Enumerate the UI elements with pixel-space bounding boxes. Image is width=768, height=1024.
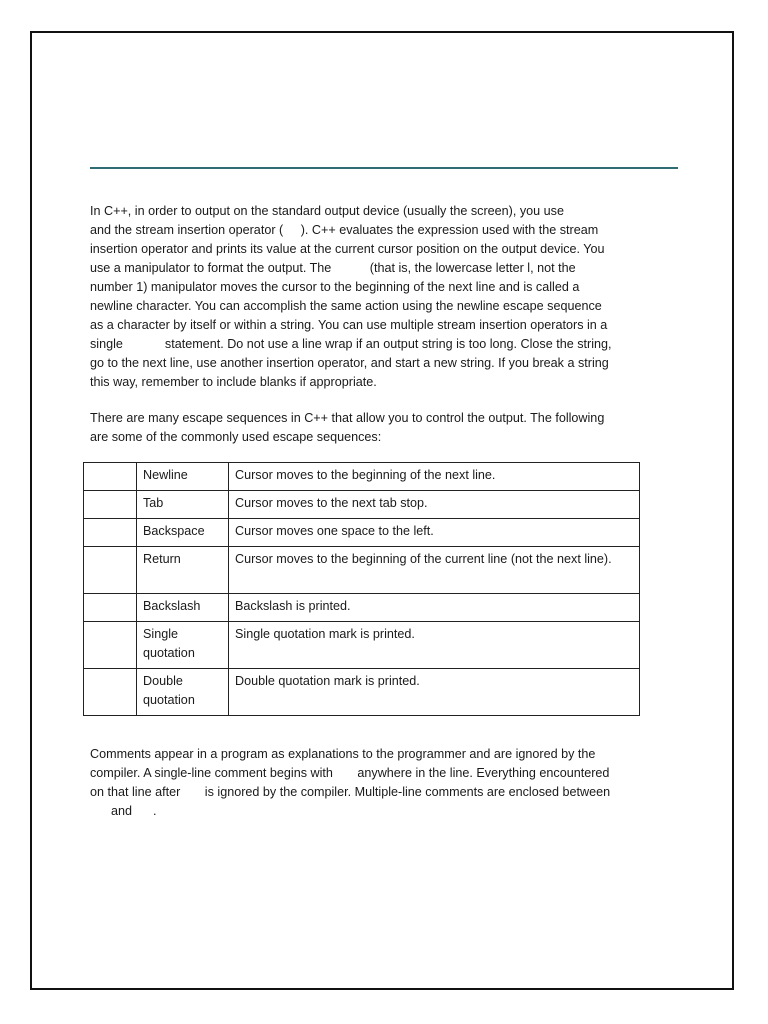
sequence-cell <box>84 622 137 669</box>
table-row <box>84 594 640 622</box>
paragraph-line: and the stream insertion operator ( ). C++ evaluates the expression used with the stream <box>90 223 599 237</box>
header-rule <box>90 167 678 169</box>
paragraph-line: this way, remember to include blanks if appropriate. <box>90 375 377 389</box>
paragraph-line: are some of the commonly used escape sequences: <box>90 430 382 444</box>
description-cell: Cursor moves to the beginning of the current line (not the next line). <box>229 547 640 594</box>
paragraph-line: number 1) manipulator moves the cursor to the beginning of the next line and is called a <box>90 280 580 294</box>
sequence-cell <box>84 463 137 491</box>
sequence-cell <box>84 594 137 622</box>
description-cell: Cursor moves to the next tab stop. <box>229 491 640 519</box>
output-paragraph <box>90 202 680 392</box>
name-cell: Return <box>137 547 229 594</box>
paragraph-line: and . <box>90 804 157 818</box>
paragraph-line: insertion operator and prints its value at the current cursor position on the output device. You <box>90 242 605 256</box>
paragraph-line: as a character by itself or within a string. You can use multiple stream insertion operators in a <box>90 318 608 332</box>
escape-sequence-table <box>83 462 640 716</box>
name-cell: Tab <box>137 491 229 519</box>
table-row <box>84 519 640 547</box>
description-cell: Backslash is printed. <box>229 594 640 622</box>
table-row <box>84 463 640 491</box>
table-row <box>84 547 640 594</box>
paragraph-line: go to the next line, use another insertion operator, and start a new string. If you break a string <box>90 356 609 370</box>
description-cell: Cursor moves to the beginning of the next line. <box>229 463 640 491</box>
name-cell: Backslash <box>137 594 229 622</box>
name-cell: Backspace <box>137 519 229 547</box>
table-row <box>84 669 640 716</box>
description-cell: Double quotation mark is printed. <box>229 669 640 716</box>
paragraph-line: In C++, in order to output on the standard output device (usually the screen), you use <box>90 204 564 218</box>
table-row <box>84 622 640 669</box>
paragraph-line: use a manipulator to format the output. The (that is, the lowercase letter l, not the <box>90 261 576 275</box>
description-cell: Cursor moves one space to the left. <box>229 519 640 547</box>
name-cell: Single quotation <box>137 622 229 669</box>
description-cell: Single quotation mark is printed. <box>229 622 640 669</box>
paragraph-line: single statement. Do not use a line wrap if an output string is too long. Close the string, <box>90 337 612 351</box>
escape-intro-paragraph <box>90 409 680 447</box>
sequence-cell <box>84 491 137 519</box>
name-cell: Double quotation <box>137 669 229 716</box>
sequence-cell <box>84 669 137 716</box>
sequence-cell <box>84 547 137 594</box>
paragraph-line: compiler. A single-line comment begins with anywhere in the line. Everything encountered <box>90 766 610 780</box>
table-row <box>84 491 640 519</box>
comments-paragraph <box>90 745 680 821</box>
paragraph-line: on that line after is ignored by the compiler. Multiple-line comments are enclosed between <box>90 785 611 799</box>
paragraph-line: There are many escape sequences in C++ that allow you to control the output. The following <box>90 411 605 425</box>
paragraph-line: Comments appear in a program as explanations to the programmer and are ignored by the <box>90 747 596 761</box>
sequence-cell <box>84 519 137 547</box>
paragraph-line: newline character. You can accomplish the same action using the newline escape sequence <box>90 299 602 313</box>
name-cell: Newline <box>137 463 229 491</box>
